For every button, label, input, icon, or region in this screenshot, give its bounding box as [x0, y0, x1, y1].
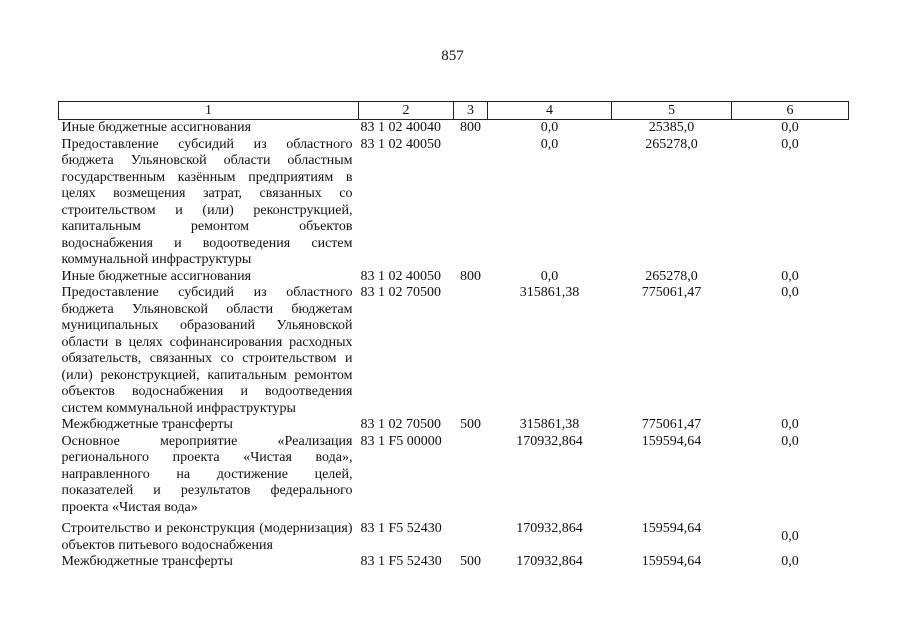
row-kvr	[454, 516, 488, 554]
budget-table	[58, 101, 849, 571]
table-header-row	[59, 102, 849, 120]
row-value-2: 25385,0	[648, 120, 695, 135]
row-kvr: 800	[460, 120, 481, 135]
row-value-1: 170932,864	[516, 521, 583, 536]
header-col-5: 5	[612, 102, 732, 120]
row-value-3: 0,0	[781, 529, 799, 544]
row-value-3: 0,0	[781, 268, 799, 284]
row-code: 83 1 02 40040	[360, 120, 441, 135]
row-value-3: 0,0	[781, 433, 799, 449]
row-name: Межбюджетные трансферты	[61, 417, 233, 432]
row-code: 83 1 F5 52430	[360, 554, 442, 569]
row-value-3: 0,0	[781, 417, 799, 432]
row-value-2: 159594,64	[641, 554, 702, 569]
page-number: 857	[441, 48, 464, 64]
row-code: 83 1 F5 52430	[360, 521, 442, 536]
table-row	[59, 434, 849, 517]
row-kvr	[454, 137, 488, 269]
row-value-2: 159594,64	[641, 433, 702, 449]
row-value-1: 315861,38	[519, 285, 580, 300]
row-kvr: 800	[460, 268, 481, 284]
row-code: 83 1 02 70500	[360, 285, 441, 300]
row-value-3: 0,0	[781, 120, 799, 135]
table-row	[59, 516, 849, 554]
row-value-2: 775061,47	[641, 285, 702, 300]
row-kvr	[454, 285, 488, 417]
table-row	[59, 120, 849, 137]
table-row	[59, 137, 849, 269]
row-name: Предоставление субсидий из областного бюджета Ульяновской области бюджетам муниципальных образований Ульяновской области в целях софинансирования расходных обязательств, связанных со строительством и (или) реконструкцией, капитальным ремонтом объектов водоснабжения и водоотведения систем коммунальной инфраструктуры	[61, 285, 353, 416]
table-row	[59, 417, 849, 434]
header-col-4: 4	[488, 102, 612, 120]
header-col-2: 2	[359, 102, 454, 120]
row-value-1: 0,0	[540, 120, 559, 135]
header-col-1: 1	[59, 102, 359, 120]
row-value-1: 170932,864	[516, 554, 583, 569]
table-row	[59, 554, 849, 571]
header-col-3: 3	[454, 102, 488, 120]
row-value-2: 159594,64	[641, 521, 702, 536]
row-value-1: 0,0	[540, 136, 559, 152]
row-code: 83 1 02 40050	[360, 136, 441, 152]
row-value-1: 170932,864	[516, 433, 583, 449]
row-name: Основное мероприятие «Реализация регионального проекта «Чистая вода», направленного на достижение целей, показателей и результатов федерального проекта «Чистая вода»	[61, 433, 353, 515]
header-col-6: 6	[732, 102, 849, 120]
row-code: 83 1 02 40050	[360, 268, 441, 284]
row-name: Строительство и реконструкция (модернизация) объектов питьевого водоснабжения	[61, 521, 353, 553]
row-name: Иные бюджетные ассигнования	[61, 120, 252, 135]
row-value-3: 0,0	[781, 136, 799, 152]
row-code: 83 1 F5 00000	[360, 433, 442, 449]
row-value-1: 315861,38	[519, 417, 580, 432]
row-value-3: 0,0	[781, 554, 799, 569]
table-row	[59, 269, 849, 286]
row-value-3: 0,0	[781, 285, 799, 300]
row-code: 83 1 02 70500	[360, 417, 441, 432]
row-value-2: 775061,47	[641, 417, 702, 432]
row-kvr: 500	[460, 554, 481, 569]
row-name: Предоставление субсидий из областного бюджета Ульяновской области областным государственным казённым предприятиям в целях возмещения затрат, связанных со строительством и (или) реконструкцией, капитальным ремонтом объектов водоснабжения и водоотведения систем коммунальной инфраструктуры	[61, 136, 353, 267]
row-value-2: 265278,0	[645, 268, 698, 284]
row-kvr: 500	[460, 417, 481, 432]
row-value-2: 265278,0	[645, 136, 698, 152]
table-row	[59, 285, 849, 417]
row-value-1: 0,0	[540, 268, 559, 284]
row-kvr	[454, 434, 488, 517]
row-name: Иные бюджетные ассигнования	[61, 268, 252, 284]
row-name: Межбюджетные трансферты	[61, 554, 233, 569]
